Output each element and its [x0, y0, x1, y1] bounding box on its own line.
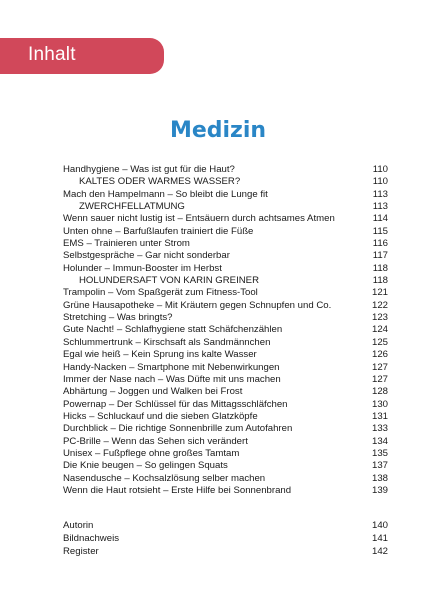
- entry-title: Powernap – Der Schlüssel für das Mittagsschläfchen: [63, 398, 288, 410]
- toc-entry: [63, 189, 388, 201]
- entry-title: Selbstgespräche – Gar nicht sonderbar: [63, 250, 230, 262]
- appendix-entry: [63, 532, 388, 545]
- entry-page-number: 138: [371, 472, 388, 484]
- toc-entry-subentry: [63, 176, 388, 188]
- entry-page-number: 131: [371, 410, 388, 422]
- entry-title: ZWERCHFELLATMUNG: [79, 201, 185, 213]
- entry-title: Durchblick – Die richtige Sonnenbrille zum Autofahren: [63, 423, 293, 435]
- toc-entry: [63, 337, 388, 349]
- entry-title: Immer der Nase nach – Was Düfte mit uns machen: [63, 373, 281, 385]
- toc-entry: [63, 226, 388, 238]
- entry-page-number: 123: [371, 312, 388, 324]
- appendix-list: [63, 519, 388, 558]
- entry-title: Stretching – Was bringts?: [63, 312, 173, 324]
- entry-title: Schlummertrunk – Kirschsaft als Sandmännchen: [63, 336, 271, 348]
- entry-page-number: 140: [371, 520, 388, 531]
- contents-tab: [0, 38, 164, 74]
- entry-title: Register: [63, 546, 99, 557]
- toc-entry: [63, 460, 388, 472]
- toc-entry: [63, 164, 388, 176]
- entry-page-number: 128: [371, 386, 388, 398]
- entry-page-number: 133: [371, 423, 388, 435]
- entry-page-number: 122: [371, 299, 388, 311]
- entry-page-number: 142: [371, 546, 388, 557]
- toc-entry: [63, 362, 388, 374]
- appendix-entry: [63, 519, 388, 532]
- toc-entry: [63, 213, 388, 225]
- entry-page-number: 113: [372, 201, 388, 213]
- entry-title: KALTES ODER WARMES WASSER?: [79, 176, 241, 188]
- entry-page-number: 115: [372, 225, 388, 237]
- entry-page-number: 116: [372, 238, 388, 250]
- toc-entry: [63, 485, 388, 497]
- toc-entry: [63, 473, 388, 485]
- entry-page-number: 135: [371, 447, 388, 459]
- entry-title: EMS – Trainieren unter Strom: [63, 238, 190, 250]
- toc-entry: [63, 324, 388, 336]
- contents-tab-label: Inhalt: [28, 44, 76, 65]
- entry-title: Abhärtung – Joggen und Walken bei Frost: [63, 386, 243, 398]
- entry-page-number: 137: [371, 460, 388, 472]
- toc-entry: [63, 250, 388, 262]
- toc-entry: [63, 399, 388, 411]
- entry-title: Die Knie beugen – So gelingen Squats: [63, 460, 228, 472]
- entry-title: Nasendusche – Kochsalzlösung selber machen: [63, 472, 266, 484]
- entry-page-number: 125: [371, 336, 388, 348]
- entry-page-number: 124: [371, 324, 388, 336]
- toc-entry: [63, 263, 388, 275]
- entry-page-number: 114: [372, 213, 388, 225]
- entry-page-number: 141: [371, 533, 388, 544]
- entry-title: Handy-Nacken – Smartphone mit Nebenwirkungen: [63, 361, 280, 373]
- entry-page-number: 110: [372, 164, 388, 175]
- entry-title: PC-Brille – Wenn das Sehen sich verändert: [63, 435, 248, 447]
- toc-entry: [63, 374, 388, 386]
- entry-page-number: 126: [371, 349, 388, 361]
- toc-entry: [63, 423, 388, 435]
- entry-title: Handhygiene – Was ist gut für die Haut?: [63, 164, 235, 175]
- entry-title: Bildnachweis: [63, 533, 119, 544]
- entry-title: Autorin: [63, 520, 94, 531]
- entry-page-number: 118: [372, 262, 388, 274]
- table-of-contents: [63, 164, 388, 497]
- entry-title: Unten ohne – Barfußlaufen trainiert die Füße: [63, 225, 254, 237]
- appendix-entry: [63, 545, 388, 558]
- entry-page-number: 127: [371, 373, 388, 385]
- toc-entry: [63, 312, 388, 324]
- entry-title: Hicks – Schluckauf und die sieben Glatzköpfe: [63, 410, 258, 422]
- entry-title: Mach den Hampelmann – So bleibt die Lunge fit: [63, 188, 268, 200]
- toc-entry: [63, 349, 388, 361]
- entry-page-number: 121: [371, 287, 388, 299]
- toc-entry: [63, 448, 388, 460]
- toc-entry: [63, 300, 388, 312]
- entry-page-number: 113: [372, 188, 388, 200]
- toc-entry: [63, 436, 388, 448]
- entry-page-number: 130: [371, 398, 388, 410]
- entry-page-number: 127: [371, 361, 388, 373]
- entry-title: Wenn sauer nicht lustig ist – Entsäuern durch achtsames Atmen: [63, 213, 335, 225]
- toc-entry-subentry: [63, 201, 388, 213]
- entry-page-number: 118: [372, 275, 388, 287]
- toc-entry: [63, 287, 388, 299]
- entry-title: Grüne Hausapotheke – Mit Kräutern gegen Schnupfen und Co.: [63, 299, 332, 311]
- toc-entry: [63, 386, 388, 398]
- entry-page-number: 117: [372, 250, 388, 262]
- entry-title: Egal wie heiß – Kein Sprung ins kalte Wasser: [63, 349, 257, 361]
- entry-page-number: 139: [371, 484, 388, 496]
- entry-page-number: 134: [371, 435, 388, 447]
- toc-entry: [63, 238, 388, 250]
- toc-entry: [63, 411, 388, 423]
- entry-title: HOLUNDERSAFT VON KARIN GREINER: [79, 275, 259, 287]
- entry-title: Gute Nacht! – Schlafhygiene statt Schäfchenzählen: [63, 324, 283, 336]
- entry-title: Wenn die Haut rotsieht – Erste Hilfe bei Sonnenbrand: [63, 484, 292, 496]
- entry-title: Unisex – Fußpflege ohne großes Tamtam: [63, 447, 240, 459]
- entry-title: Holunder – Immun-Booster im Herbst: [63, 262, 222, 274]
- toc-entry-subentry: [63, 275, 388, 287]
- entry-title: Trampolin – Vom Spaßgerät zum Fitness-Tool: [63, 287, 258, 299]
- section-title: Medizin: [169, 118, 267, 143]
- entry-page-number: 110: [372, 176, 388, 188]
